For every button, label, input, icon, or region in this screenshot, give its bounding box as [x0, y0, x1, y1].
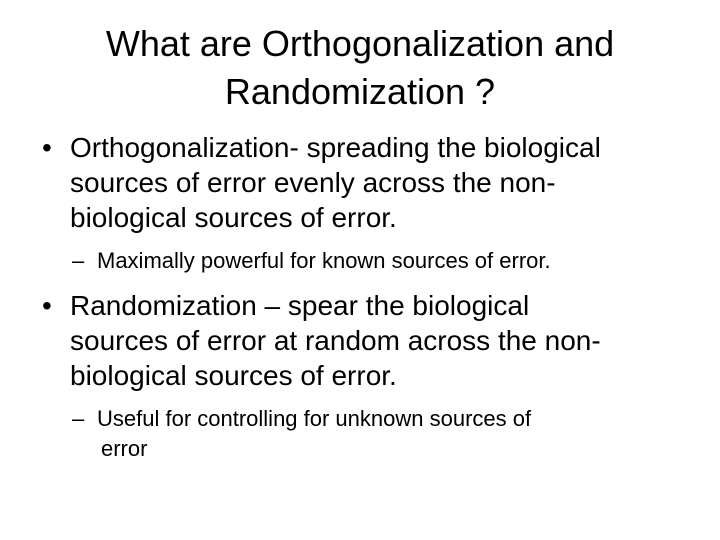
title-line-1: What are Orthogonalization and	[105, 23, 615, 64]
bullet-randomization	[36, 288, 696, 393]
sub-bullet-text-line: error	[101, 436, 148, 461]
bullet-dot-icon: •	[42, 132, 52, 163]
sub-bullet-text-line: Maximally powerful for known sources of error.	[97, 248, 551, 273]
bullet-text-line: biological sources of error.	[70, 360, 397, 391]
bullet-text-line: Randomization – spear the biological	[70, 290, 530, 321]
bullet-text-line: sources of error at random across the non-	[70, 325, 601, 356]
bullet-orthogonalization	[36, 130, 696, 235]
slide-title	[36, 20, 684, 116]
sub-bullet-known-error	[36, 246, 696, 276]
bullet-text-line: sources of error evenly across the non-	[70, 167, 556, 198]
bullet-text-line: biological sources of error.	[70, 202, 397, 233]
title-line-2: Randomization ?	[224, 71, 496, 112]
bullet-text-line: Orthogonalization- spreading the biological	[70, 132, 601, 163]
bullet-dot-icon: •	[42, 290, 52, 321]
sub-bullet-dash-icon: –	[72, 248, 85, 273]
sub-bullet-unknown-error	[36, 404, 696, 464]
slide-body	[36, 130, 696, 464]
sub-bullet-dash-icon: –	[72, 406, 85, 431]
sub-bullet-text-line: Useful for controlling for unknown sources of	[97, 406, 532, 431]
